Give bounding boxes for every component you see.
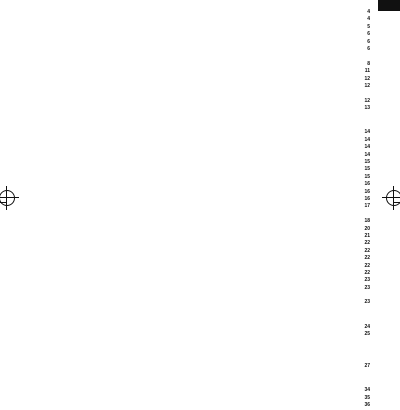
toc-entry-page: 14 — [364, 129, 370, 136]
toc-entry-page: 22 — [364, 247, 370, 254]
toc-entry-page: 6 — [367, 45, 370, 52]
toc-entry[interactable] — [30, 90, 370, 97]
toc-entry-page: 15 — [364, 166, 370, 173]
toc-entry-page: 4 — [367, 16, 370, 23]
toc-entry-page: 21 — [364, 232, 370, 239]
toc-entry[interactable] — [30, 98, 370, 105]
section-heading — [30, 317, 370, 324]
toc-entry-page: 22 — [364, 262, 370, 269]
toc-entry-page: 17 — [364, 203, 370, 210]
section-gap — [30, 370, 370, 380]
toc-entry[interactable] — [30, 181, 370, 188]
toc-entry-page: 22 — [364, 255, 370, 262]
section-heading — [30, 2, 370, 9]
toc-entry[interactable] — [30, 46, 370, 53]
toc-entry-page: 35 — [364, 394, 370, 401]
toc-entry-page: 6 — [367, 38, 370, 45]
toc-entry[interactable] — [30, 324, 370, 331]
section-heading — [30, 122, 370, 129]
toc-entry-page: 11 — [364, 68, 370, 75]
registration-mark-left — [0, 190, 15, 206]
toc-entry[interactable] — [30, 387, 370, 394]
toc-entry[interactable] — [30, 189, 370, 196]
toc-entry[interactable] — [30, 105, 370, 112]
section-gap — [30, 339, 370, 349]
toc-entry-page: 15 — [364, 159, 370, 166]
toc-entry-page: 22 — [364, 240, 370, 247]
toc-entry[interactable] — [30, 331, 370, 338]
toc-entry[interactable] — [30, 83, 370, 90]
toc-entry-page: 23 — [364, 277, 370, 284]
toc-entry[interactable] — [30, 248, 370, 255]
toc-entry[interactable] — [30, 9, 370, 16]
toc-entry-page: 16 — [364, 188, 370, 195]
toc-entry-page: 18 — [364, 218, 370, 225]
toc-entry-page: 20 — [364, 225, 370, 232]
toc-entry[interactable] — [30, 174, 370, 181]
toc-entry-page: 5 — [367, 23, 370, 30]
toc-entry[interactable] — [30, 203, 370, 210]
toc-entry[interactable] — [30, 285, 370, 292]
toc-entry[interactable] — [30, 39, 370, 46]
toc-entry-page: 16 — [364, 195, 370, 202]
toc-entry-page: 16 — [364, 181, 370, 188]
toc-entry[interactable] — [30, 255, 370, 262]
toc-entry[interactable] — [30, 395, 370, 402]
toc-entry[interactable] — [30, 240, 370, 247]
toc-entry-page: 4 — [367, 9, 370, 15]
toc-entry-page: 27 — [364, 363, 370, 370]
toc-entry[interactable] — [30, 137, 370, 144]
toc-entry-page: 36 — [364, 402, 370, 409]
toc-entry[interactable] — [30, 196, 370, 203]
section-gap — [30, 307, 370, 317]
toc-entry[interactable] — [30, 16, 370, 23]
toc-entry[interactable] — [30, 218, 370, 225]
toc-entry-page: 14 — [364, 136, 370, 143]
table-of-contents — [30, 2, 370, 410]
toc-entry-page: 6 — [367, 31, 370, 38]
toc-entry[interactable] — [30, 129, 370, 136]
toc-entry-page: 23 — [364, 284, 370, 291]
toc-entry[interactable] — [30, 363, 370, 370]
toc-entry[interactable] — [30, 24, 370, 31]
toc-entry[interactable] — [30, 233, 370, 240]
section-heading — [30, 380, 370, 387]
toc-entry[interactable] — [30, 402, 370, 409]
toc-entry-page: 15 — [364, 173, 370, 180]
toc-entry[interactable] — [30, 152, 370, 159]
section-heading — [30, 349, 370, 356]
toc-entry-page: 12 — [364, 75, 370, 82]
toc-entry[interactable] — [30, 226, 370, 233]
toc-entry-page: 24 — [364, 323, 370, 330]
toc-entry[interactable] — [30, 211, 370, 218]
registration-mark-right — [386, 190, 400, 206]
toc-entry[interactable] — [30, 292, 370, 299]
toc-entry[interactable] — [30, 68, 370, 75]
toc-entry[interactable] — [30, 76, 370, 83]
crop-mark — [0, 202, 6, 203]
toc-entry-page: 25 — [364, 331, 370, 338]
toc-entry-page: 23 — [364, 299, 370, 306]
language-tab — [378, 0, 400, 11]
toc-entry[interactable] — [30, 263, 370, 270]
toc-entry-page: 12 — [364, 97, 370, 104]
toc-entry-page: 12 — [364, 82, 370, 89]
toc-entry[interactable] — [30, 159, 370, 166]
toc-entry[interactable] — [30, 299, 370, 306]
toc-entry[interactable] — [30, 61, 370, 68]
section-gap — [30, 112, 370, 122]
toc-entry-page: 34 — [364, 387, 370, 394]
toc-entry[interactable] — [30, 53, 370, 60]
crop-mark — [394, 202, 400, 203]
toc-entry-page: 13 — [364, 105, 370, 112]
toc-entry-page: 22 — [364, 269, 370, 276]
toc-entry[interactable] — [30, 166, 370, 173]
toc-entry[interactable] — [30, 356, 370, 363]
toc-entry-page: 8 — [367, 60, 370, 67]
toc-entry-page: 14 — [364, 151, 370, 158]
toc-entry[interactable] — [30, 277, 370, 284]
toc-entry-page: 14 — [364, 144, 370, 151]
toc-entry[interactable] — [30, 270, 370, 277]
toc-entry[interactable] — [30, 144, 370, 151]
toc-entry[interactable] — [30, 31, 370, 38]
